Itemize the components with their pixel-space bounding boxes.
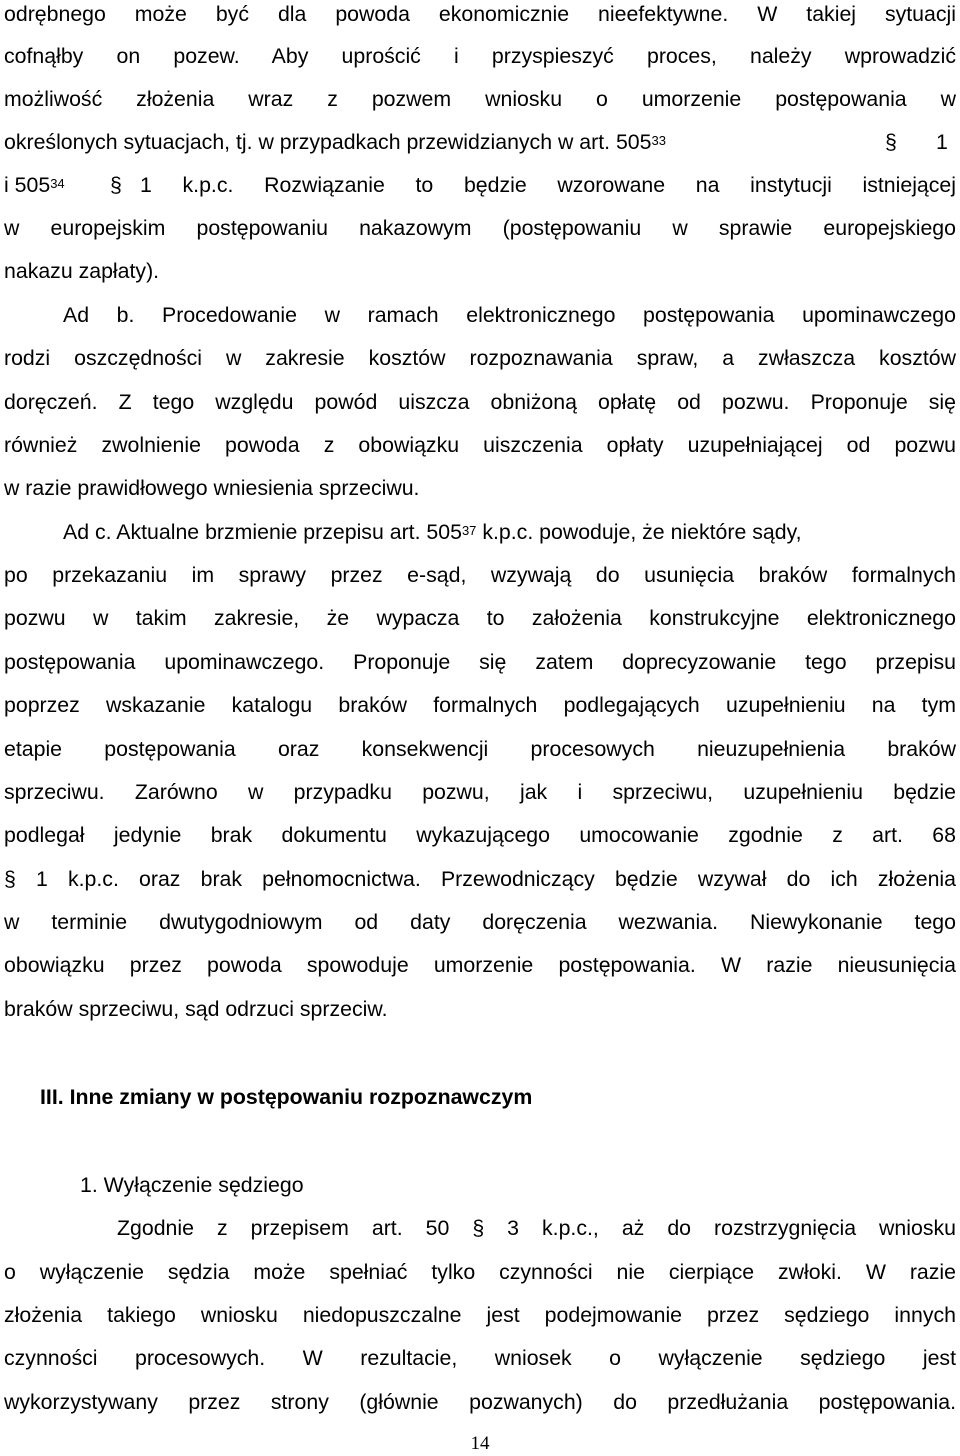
text-line: Zgodnie z przepisem art. 50 § 3 k.p.c., aż do rozstrzygnięcia wniosku xyxy=(117,1216,956,1240)
text-line: czynności procesowych. W rezultacie, wniosek o wyłączenie sędziego jest xyxy=(4,1346,956,1370)
text-line: rodzi oszczędności w zakresie kosztów rozpoznawania spraw, a zwłaszcza kosztów xyxy=(4,346,956,370)
text-line: możliwość złożenia wraz z pozwem wniosku o umorzenie postępowania w xyxy=(4,87,956,111)
text-line: podlegał jedynie brak dokumentu wykazującego umocowanie zgodnie z art. 68 xyxy=(4,823,956,847)
superscript: 34 xyxy=(50,176,65,191)
text-line: doręczeń. Z tego względu powód uiszcza obniżoną opłatę od pozwu. Proponuje się xyxy=(4,390,956,414)
superscript: 37 xyxy=(461,523,477,538)
text-line: i $505^{34}$ § 1 k.p.c. Rozwiązanie to będzie wzorowane na instytucji istniejącej xyxy=(4,173,956,197)
text-line: § 1 k.p.c. oraz brak pełnomocnictwa. Przewodniczący będzie wzywał do ich złożenia xyxy=(4,867,956,891)
text-line: Ad c. Aktualne brzmienie przepisu art. $505^{37}$ k.p.c. powoduje, że niektóre sądy, xyxy=(63,520,802,544)
text-line: w razie prawidłowego wniesienia sprzeciwu. xyxy=(4,476,420,500)
superscript: 33 xyxy=(651,133,666,148)
text-line: złożenia takiego wniosku niedopuszczalne jest podejmowanie przez sędziego innych xyxy=(4,1303,956,1327)
subsection-heading: 1. Wyłączenie sędziego xyxy=(80,1173,304,1197)
text-line: po przekazaniu im sprawy przez e-sąd, wzywają do usunięcia braków formalnych xyxy=(4,563,956,587)
page-number: 14 xyxy=(470,1433,490,1454)
text-line: nakazu zapłaty). xyxy=(4,259,160,283)
text-line: obowiązku przez powoda spowoduje umorzenie postępowania. W razie nieusunięcia xyxy=(4,953,956,977)
text-line: pozwu w takim zakresie, że wypacza to założenia konstrukcyjne elektronicznego xyxy=(4,606,956,630)
text-line: w terminie dwutygodniowym od daty doręczenia wezwania. Niewykonanie tego xyxy=(4,910,956,934)
text-line: określonych sytuacjach, tj. w przypadkach przewidzianych w art. $505^{33}$ § 1 xyxy=(4,130,948,154)
text-line: sprzeciwu. Zarówno w przypadku pozwu, jak i sprzeciwu, uzupełnieniu będzie xyxy=(4,780,956,804)
text-line: braków sprzeciwu, sąd odrzuci sprzeciw. xyxy=(4,997,388,1021)
text-line: cofnąłby on pozew. Aby uprościć i przyspieszyć proces, należy wprowadzić xyxy=(4,44,956,68)
text-line: wykorzystywany przez strony (głównie pozwanych) do przedłużania postępowania. xyxy=(4,1390,956,1414)
text-line: również zwolnienie powoda z obowiązku uiszczenia opłaty uzupełniającej od pozwu xyxy=(4,433,956,457)
section-sign: § xyxy=(110,173,122,197)
text-line: postępowania upominawczego. Proponuje się zatem doprecyzowanie tego przepisu xyxy=(4,650,956,674)
text-line: Ad b. Procedowanie w ramach elektronicznego postępowania upominawczego xyxy=(63,303,956,327)
text-line: w europejskim postępowaniu nakazowym (postępowaniu w sprawie europejskiego xyxy=(4,216,956,240)
text-line: poprzez wskazanie katalogu braków formalnych podlegających uzupełnieniu na tym xyxy=(4,693,956,717)
text-line: o wyłączenie sędzia może spełniać tylko czynności nie cierpiące zwłoki. W razie xyxy=(4,1260,956,1284)
section-sign: § xyxy=(885,130,897,154)
section-heading: III. Inne zmiany w postępowaniu rozpoznawczym xyxy=(40,1085,533,1109)
text-line: etapie postępowania oraz konsekwencji procesowych nieuzupełnienia braków xyxy=(4,737,956,761)
text-line: odrębnego może być dla powoda ekonomicznie nieefektywne. W takiej sytuacji xyxy=(4,2,956,26)
